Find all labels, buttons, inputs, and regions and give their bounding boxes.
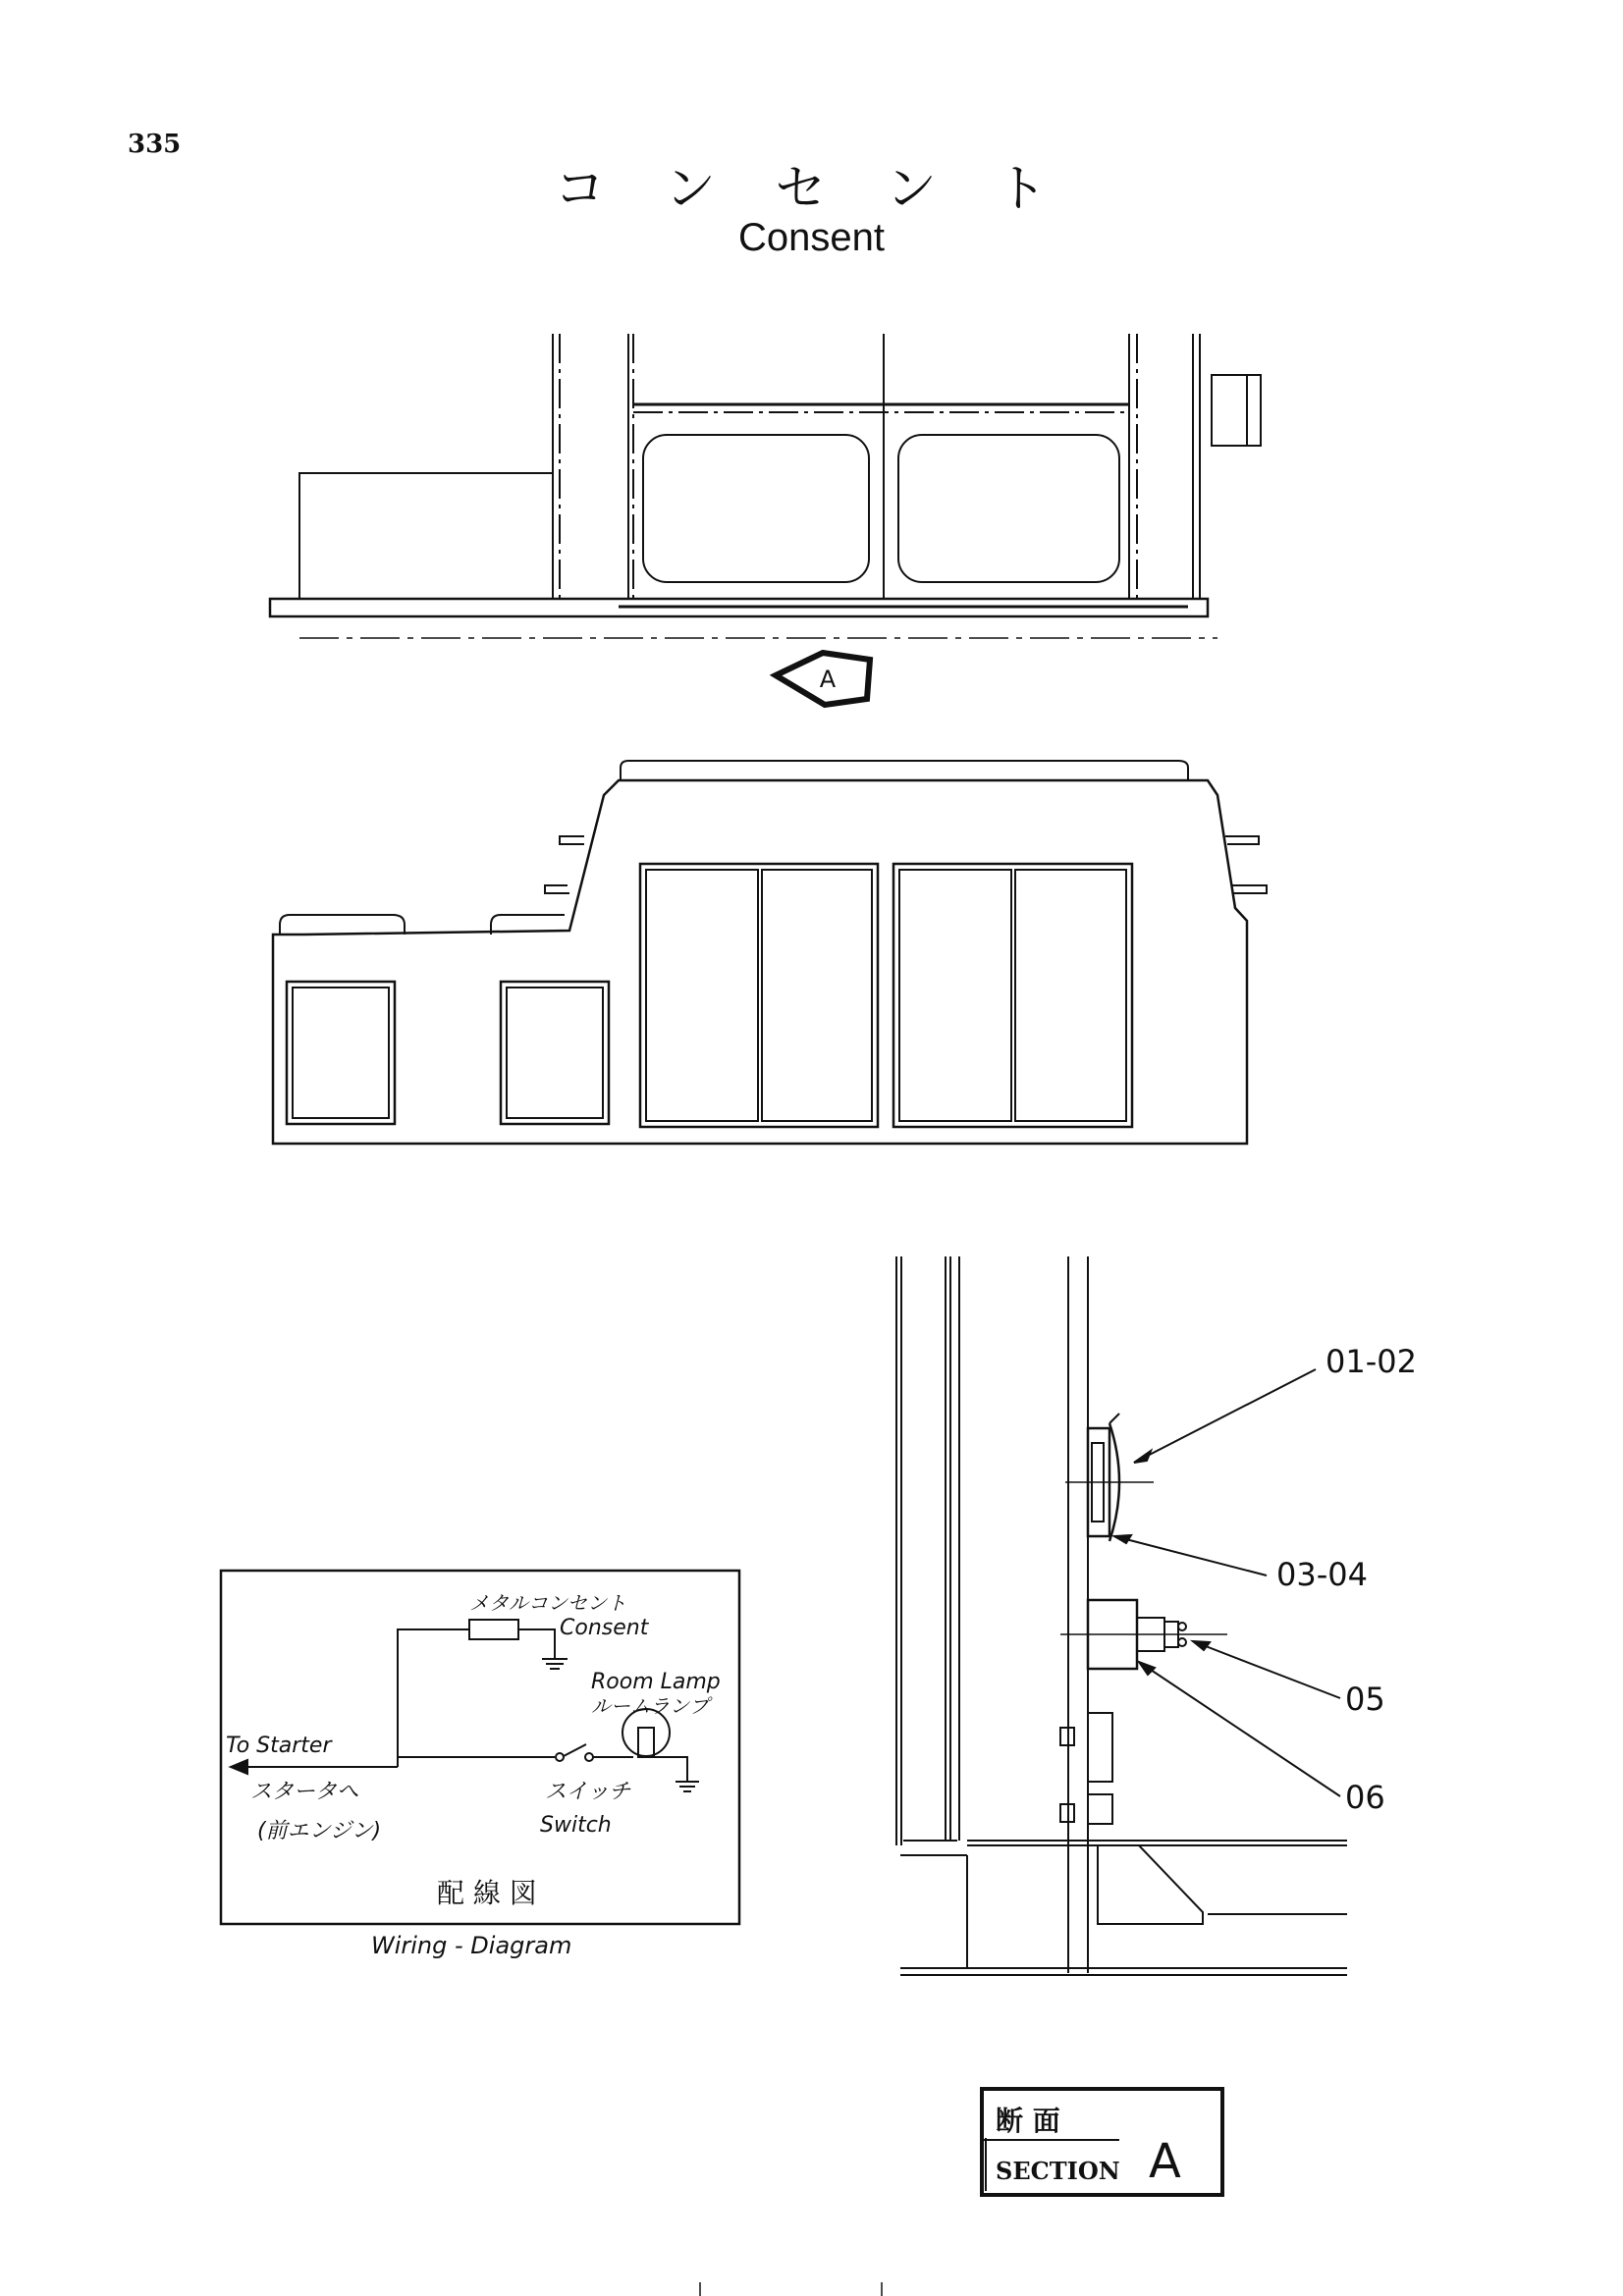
title-english: Consent (738, 216, 885, 259)
section-label-letter: A (1149, 2134, 1181, 2189)
label-consent-en: Consent (560, 1616, 649, 1640)
top-view-drawing (270, 334, 1261, 638)
callout-05: 05 (1345, 1681, 1385, 1718)
callout-06: 06 (1345, 1779, 1385, 1816)
section-label-en: SECTION (996, 2157, 1120, 2185)
title-japanese: コ ン セ ン ト (554, 160, 1069, 219)
section-label-jp: 断 面 (996, 2105, 1060, 2137)
label-switch-en: Switch (540, 1813, 612, 1838)
callout-03-04: 03-04 (1276, 1556, 1368, 1593)
view-a-marker (776, 653, 870, 705)
label-switch-jp: スイッチ (545, 1780, 631, 1804)
label-wiring-diagram-jp: 配 線 図 (437, 1877, 537, 1909)
view-a-letter: A (819, 666, 837, 693)
label-to-starter-jp: スタータへ (250, 1780, 359, 1804)
label-wiring-diagram-en: Wiring - Diagram (371, 1932, 572, 1959)
label-metal-consent-jp: メタルコンセント (469, 1591, 626, 1615)
label-front-engine-jp: (前エンジン) (257, 1819, 382, 1843)
section-a-drawing (896, 1256, 1347, 1975)
label-room-lamp-en: Room Lamp (591, 1670, 721, 1694)
label-to-starter-en: To Starter (226, 1734, 332, 1758)
page-number: 335 (128, 130, 182, 159)
callout-01-02: 01-02 (1325, 1343, 1417, 1380)
side-view-drawing (273, 761, 1267, 1144)
label-room-lamp-jp: ルームランプ (591, 1694, 709, 1718)
